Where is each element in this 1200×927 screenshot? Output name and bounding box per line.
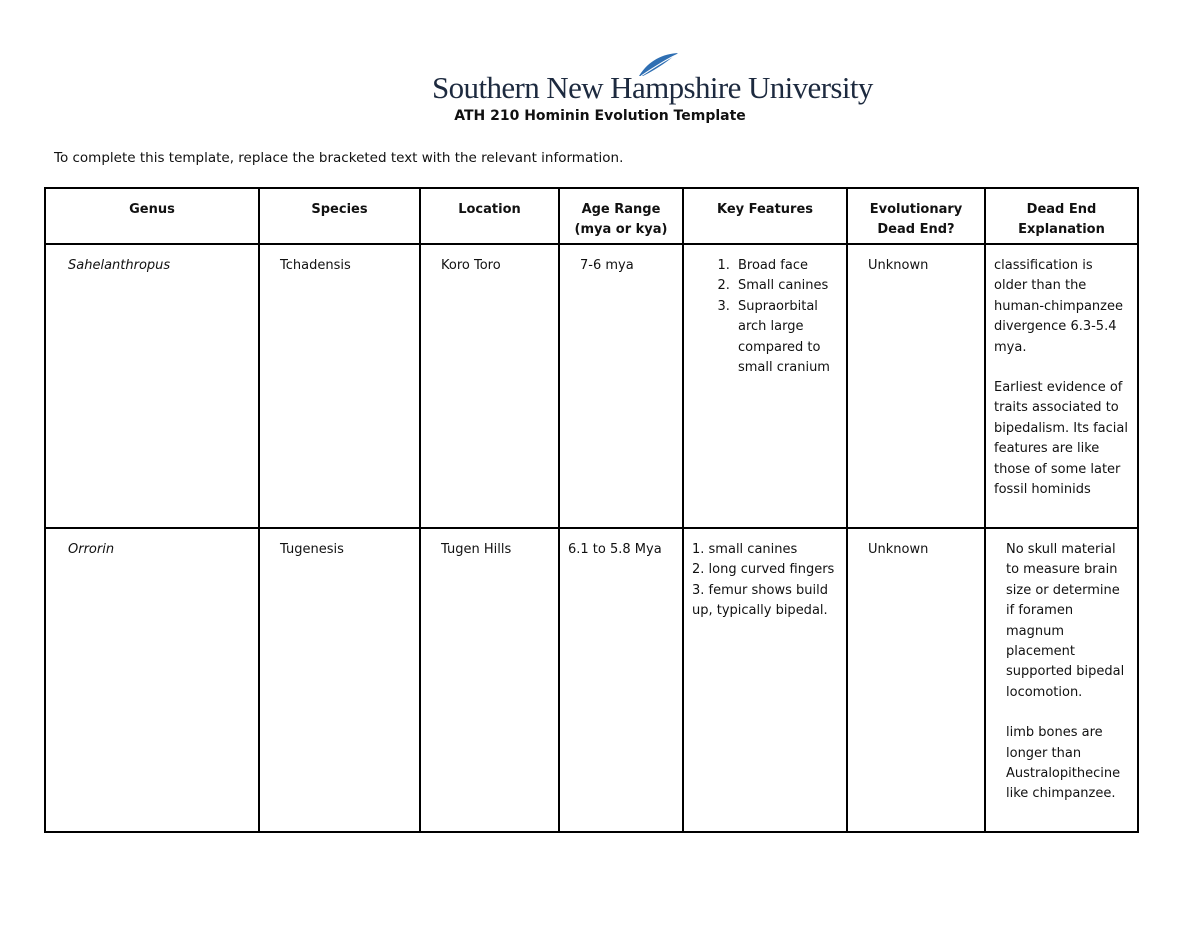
header-explanation-line2: Explanation: [1018, 222, 1105, 238]
explanation-paragraph: limb bones are longer than Australopithecine like chimpanzee.: [1006, 725, 1121, 802]
leaf-icon: [637, 52, 679, 78]
list-item: 1. small canines: [692, 542, 798, 557]
header-explanation: [985, 188, 1138, 244]
list-item: 1. Broad face: [734, 256, 838, 276]
cell-genus: Orrorin: [45, 528, 259, 832]
document-title: ATH 210 Hominin Evolution Template: [454, 108, 746, 124]
cell-species: Tugenesis: [259, 528, 420, 832]
instructions-text: To complete this template, replace the bracketed text with the relevant information.: [54, 150, 624, 166]
cell-genus: Sahelanthropus: [45, 244, 259, 528]
cell-dead-end: Unknown: [847, 244, 985, 528]
cell-species: Tchadensis: [259, 244, 420, 528]
cell-age-range: 6.1 to 5.8 Mya: [559, 528, 683, 832]
list-item: 2. Small canines: [734, 276, 838, 296]
header-dead-end: [847, 188, 985, 244]
table-row: [45, 244, 1138, 528]
explanation-paragraph: Earliest evidence of traits associated to bipedalism. Its facial features are like those of some later fossil hominids: [994, 380, 1128, 498]
key-features-list: [692, 540, 838, 622]
cell-age-range: 7-6 mya: [559, 244, 683, 528]
list-item: 2. long curved fingers: [692, 562, 835, 578]
header-explanation-line1: Dead End: [1026, 202, 1097, 217]
hominin-table: [44, 187, 1139, 833]
explanation-paragraph: classification is older than the human-chimpanzee divergence 6.3-5.4 mya.: [994, 258, 1123, 355]
cell-key-features: [683, 528, 847, 832]
list-item: 3. femur shows build up, typically bipedal.: [692, 582, 828, 619]
header-age-range: [559, 188, 683, 244]
table-row: [45, 528, 1138, 832]
header-dead-end-line1: Evolutionary: [869, 202, 963, 217]
university-logo: [432, 52, 873, 108]
cell-explanation: [985, 528, 1138, 832]
header-age-range-line2: (mya or kya): [574, 222, 668, 238]
cell-explanation: [985, 244, 1138, 528]
header-species: Species: [259, 188, 420, 244]
cell-location: Tugen Hills: [420, 528, 559, 832]
explanation-paragraph: No skull material to measure brain size or determine if foramen magnum placement supported bipedal locomotion.: [1006, 542, 1125, 700]
header-age-range-line1: Age Range: [581, 202, 661, 217]
key-features-list: [692, 256, 838, 378]
cell-location: Koro Toro: [420, 244, 559, 528]
header-key-features: Key Features: [683, 188, 847, 244]
header-location: Location: [420, 188, 559, 244]
table-header-row: [45, 188, 1138, 244]
cell-dead-end: Unknown: [847, 528, 985, 832]
list-item: 3. Supraorbital arch large compared to small cranium: [734, 297, 838, 379]
logo-wordmark: Southern New Hampshire University: [432, 70, 873, 105]
cell-key-features: [683, 244, 847, 528]
header-genus: Genus: [45, 188, 259, 244]
header-dead-end-line2: Dead End?: [877, 222, 955, 238]
